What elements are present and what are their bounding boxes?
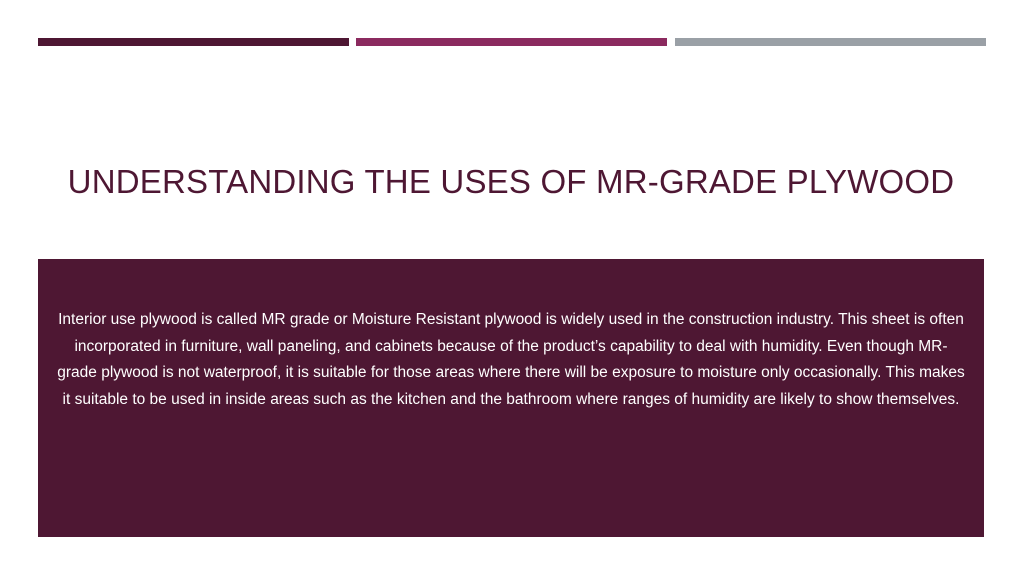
accent-bar-magenta — [356, 38, 667, 46]
slide-title: UNDERSTANDING THE USES OF MR-GRADE PLYWOOD — [67, 163, 955, 200]
accent-bar-dark — [38, 38, 349, 46]
body-paragraph: Interior use plywood is called MR grade or Moisture Resistant plywood is widely used in the construction industry. This sheet is often incorporated in furniture, wall paneling, and cabinets because of the product’s capability to deal with humidity. Even though MR-grade plywood is not waterproof, it is suitable for those areas where there will be exposure to moisture only occasionally. This makes it suitable to be used in inside areas such as the kitchen and the bathroom where ranges of humidity are likely to show themselves. — [57, 311, 965, 408]
accent-bar-gray — [675, 38, 986, 46]
body-panel — [38, 259, 984, 537]
